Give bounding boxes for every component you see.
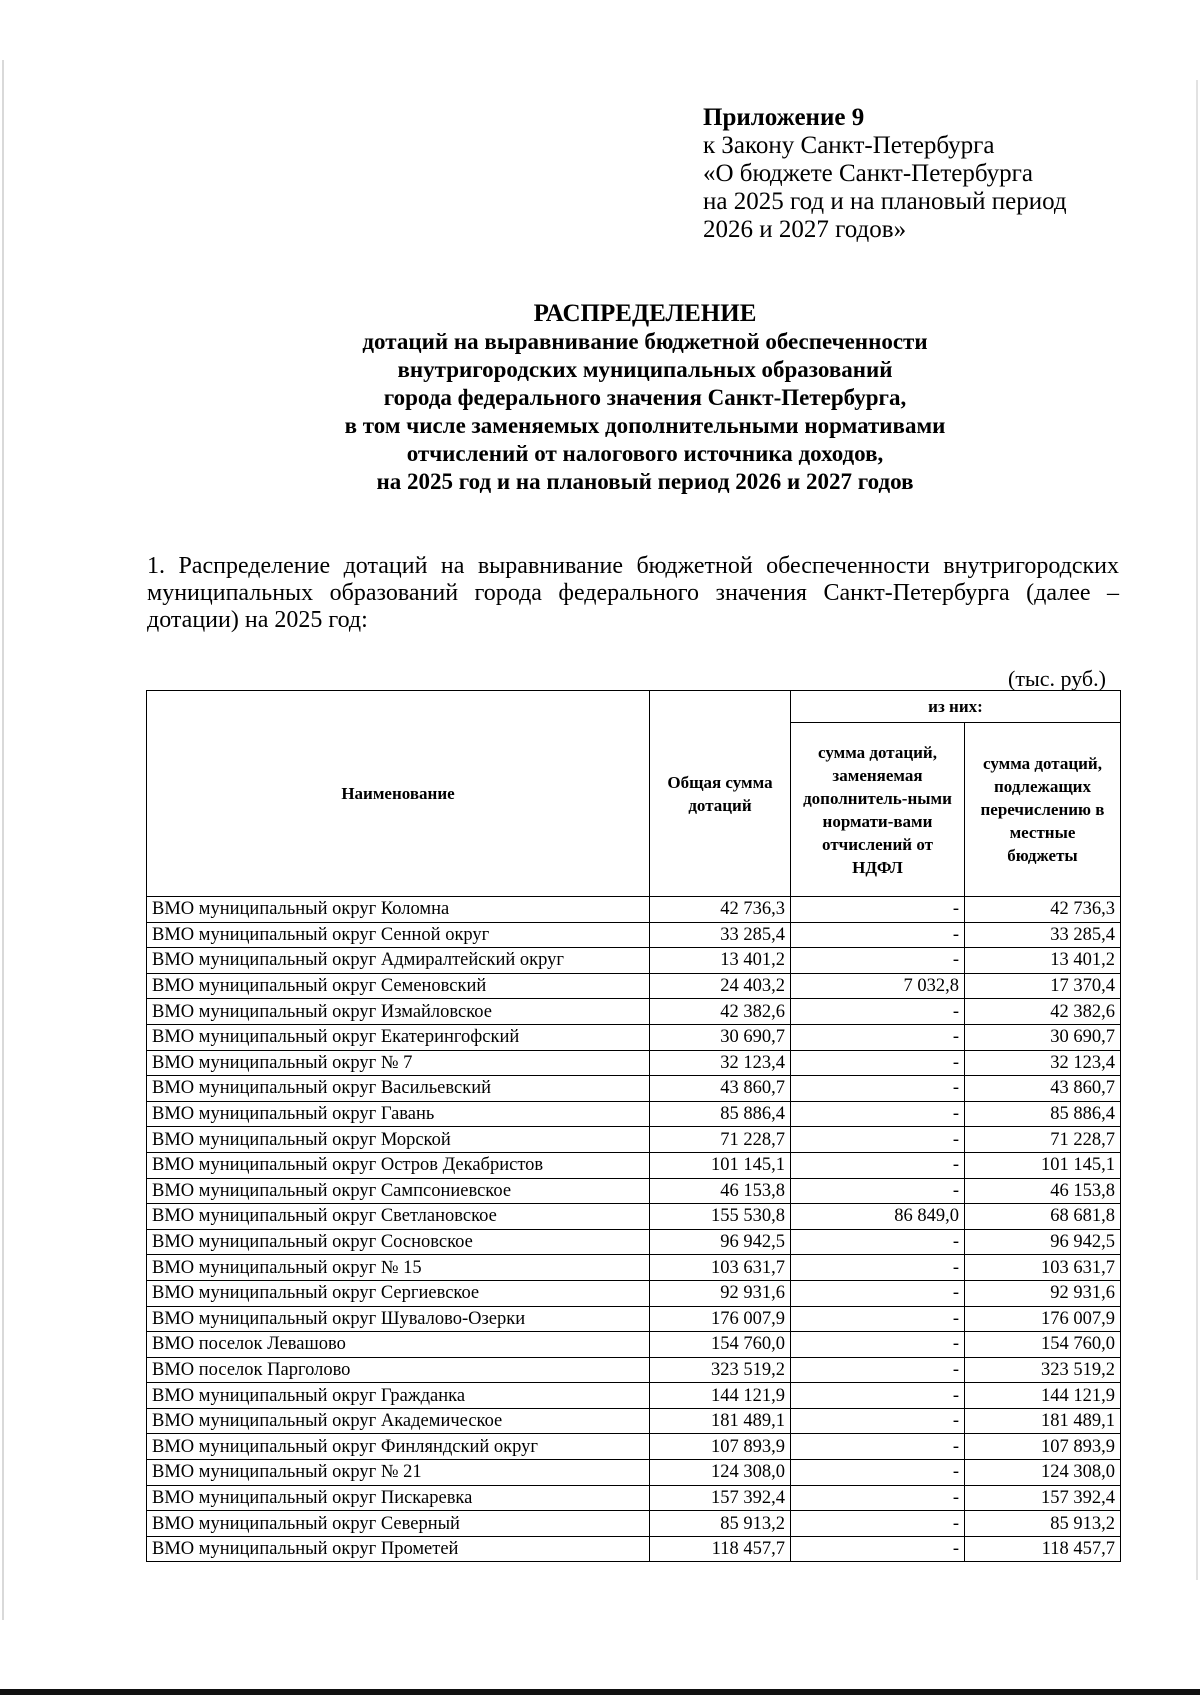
table-row bbox=[147, 1152, 1121, 1178]
row-name-cell: ВМО муниципальный округ Сампсониевское bbox=[147, 1178, 650, 1204]
table-row bbox=[147, 1460, 1121, 1486]
row-total-cell: 85 886,4 bbox=[650, 1101, 791, 1127]
row-replaced-cell: - bbox=[791, 1511, 965, 1537]
row-replaced-cell: - bbox=[791, 1178, 965, 1204]
row-total-cell: 43 860,7 bbox=[650, 1076, 791, 1102]
row-total-cell: 46 153,8 bbox=[650, 1178, 791, 1204]
row-transfer-cell: 30 690,7 bbox=[965, 1024, 1121, 1050]
table-row bbox=[147, 1306, 1121, 1332]
row-total-cell: 33 285,4 bbox=[650, 922, 791, 948]
row-transfer-cell: 103 631,7 bbox=[965, 1255, 1121, 1281]
header-name: Наименование bbox=[147, 691, 650, 897]
row-name-cell: ВМО муниципальный округ Адмиралтейский округ bbox=[147, 948, 650, 974]
row-transfer-cell: 42 736,3 bbox=[965, 897, 1121, 923]
table-row bbox=[147, 1332, 1121, 1358]
row-total-cell: 155 530,8 bbox=[650, 1204, 791, 1230]
title-line: дотаций на выравнивание бюджетной обеспеченности bbox=[362, 329, 928, 354]
row-name-cell: ВМО муниципальный округ Прометей bbox=[147, 1536, 650, 1562]
row-transfer-cell: 46 153,8 bbox=[965, 1178, 1121, 1204]
row-total-cell: 176 007,9 bbox=[650, 1306, 791, 1332]
subsidy-table bbox=[146, 690, 1121, 1562]
row-transfer-cell: 96 942,5 bbox=[965, 1229, 1121, 1255]
row-name-cell: ВМО муниципальный округ Морской bbox=[147, 1127, 650, 1153]
appendix-line: «О бюджете Санкт-Петербурга bbox=[703, 160, 1033, 187]
row-transfer-cell: 85 886,4 bbox=[965, 1101, 1121, 1127]
row-transfer-cell: 181 489,1 bbox=[965, 1408, 1121, 1434]
row-name-cell: ВМО муниципальный округ Северный bbox=[147, 1511, 650, 1537]
row-name-cell: ВМО муниципальный округ Екатерингофский bbox=[147, 1024, 650, 1050]
row-total-cell: 42 736,3 bbox=[650, 897, 791, 923]
table-row bbox=[147, 999, 1121, 1025]
row-name-cell: ВМО муниципальный округ Остров Декабристов bbox=[147, 1152, 650, 1178]
row-name-cell: ВМО муниципальный округ Пискаревка bbox=[147, 1485, 650, 1511]
row-name-cell: ВМО муниципальный округ Коломна bbox=[147, 897, 650, 923]
table-row bbox=[147, 1127, 1121, 1153]
row-transfer-cell: 71 228,7 bbox=[965, 1127, 1121, 1153]
unit-label: (тыс. руб.) bbox=[1008, 666, 1106, 691]
scan-edge-left bbox=[2, 60, 4, 1620]
row-replaced-cell: - bbox=[791, 1434, 965, 1460]
document-title bbox=[0, 300, 1200, 496]
row-name-cell: ВМО муниципальный округ Финляндский округ bbox=[147, 1434, 650, 1460]
row-replaced-cell: - bbox=[791, 922, 965, 948]
row-total-cell: 96 942,5 bbox=[650, 1229, 791, 1255]
row-total-cell: 107 893,9 bbox=[650, 1434, 791, 1460]
row-transfer-cell: 17 370,4 bbox=[965, 973, 1121, 999]
table-row bbox=[147, 1485, 1121, 1511]
row-transfer-cell: 85 913,2 bbox=[965, 1511, 1121, 1537]
row-name-cell: ВМО муниципальный округ № 15 bbox=[147, 1255, 650, 1281]
row-replaced-cell: - bbox=[791, 1127, 965, 1153]
table-row bbox=[147, 1076, 1121, 1102]
row-name-cell: ВМО поселок Левашово bbox=[147, 1332, 650, 1358]
row-name-cell: ВМО муниципальный округ Академическое bbox=[147, 1408, 650, 1434]
row-total-cell: 71 228,7 bbox=[650, 1127, 791, 1153]
row-replaced-cell: 86 849,0 bbox=[791, 1204, 965, 1230]
row-name-cell: ВМО муниципальный округ Сосновское bbox=[147, 1229, 650, 1255]
table-row bbox=[147, 897, 1121, 923]
row-total-cell: 13 401,2 bbox=[650, 948, 791, 974]
row-name-cell: ВМО поселок Парголово bbox=[147, 1357, 650, 1383]
row-name-cell: ВМО муниципальный округ Светлановское bbox=[147, 1204, 650, 1230]
row-replaced-cell: - bbox=[791, 1280, 965, 1306]
header-replaced: сумма дотаций, заменяемая дополнитель-ными нормати-вами отчислений от НДФЛ bbox=[791, 723, 965, 897]
row-replaced-cell: - bbox=[791, 1485, 965, 1511]
row-replaced-cell: - bbox=[791, 948, 965, 974]
table-row bbox=[147, 1229, 1121, 1255]
row-total-cell: 154 760,0 bbox=[650, 1332, 791, 1358]
title-line: в том числе заменяемых дополнительными нормативами bbox=[344, 413, 946, 438]
row-replaced-cell: - bbox=[791, 897, 965, 923]
row-replaced-cell: - bbox=[791, 1024, 965, 1050]
row-transfer-cell: 43 860,7 bbox=[965, 1076, 1121, 1102]
row-replaced-cell: - bbox=[791, 1306, 965, 1332]
row-replaced-cell: - bbox=[791, 1229, 965, 1255]
row-total-cell: 157 392,4 bbox=[650, 1485, 791, 1511]
row-transfer-cell: 157 392,4 bbox=[965, 1485, 1121, 1511]
header-transfer: сумма дотаций, подлежащих перечислению в местные бюджеты bbox=[965, 723, 1121, 897]
row-transfer-cell: 32 123,4 bbox=[965, 1050, 1121, 1076]
title-line: города федерального значения Санкт-Петербурга, bbox=[383, 385, 907, 410]
row-name-cell: ВМО муниципальный округ № 7 bbox=[147, 1050, 650, 1076]
row-name-cell: ВМО муниципальный округ Шувалово-Озерки bbox=[147, 1306, 650, 1332]
table-row bbox=[147, 948, 1121, 974]
row-total-cell: 42 382,6 bbox=[650, 999, 791, 1025]
row-name-cell: ВМО муниципальный округ № 21 bbox=[147, 1460, 650, 1486]
row-transfer-cell: 68 681,8 bbox=[965, 1204, 1121, 1230]
table-row bbox=[147, 1101, 1121, 1127]
row-transfer-cell: 33 285,4 bbox=[965, 922, 1121, 948]
row-transfer-cell: 144 121,9 bbox=[965, 1383, 1121, 1409]
row-name-cell: ВМО муниципальный округ Сергиевское bbox=[147, 1280, 650, 1306]
row-replaced-cell: - bbox=[791, 1408, 965, 1434]
row-name-cell: ВМО муниципальный округ Васильевский bbox=[147, 1076, 650, 1102]
row-replaced-cell: - bbox=[791, 1152, 965, 1178]
row-replaced-cell: 7 032,8 bbox=[791, 973, 965, 999]
row-total-cell: 124 308,0 bbox=[650, 1460, 791, 1486]
table-row bbox=[147, 1050, 1121, 1076]
row-total-cell: 85 913,2 bbox=[650, 1511, 791, 1537]
row-total-cell: 24 403,2 bbox=[650, 973, 791, 999]
appendix-line: к Закону Санкт-Петербурга bbox=[703, 132, 995, 159]
title-line: на 2025 год и на плановый период 2026 и 2027 годов bbox=[376, 469, 914, 494]
table-row bbox=[147, 1511, 1121, 1537]
row-transfer-cell: 107 893,9 bbox=[965, 1434, 1121, 1460]
table-row bbox=[147, 1024, 1121, 1050]
row-replaced-cell: - bbox=[791, 1076, 965, 1102]
row-total-cell: 103 631,7 bbox=[650, 1255, 791, 1281]
row-total-cell: 181 489,1 bbox=[650, 1408, 791, 1434]
title-main: РАСПРЕДЕЛЕНИЕ bbox=[533, 300, 757, 327]
table-row bbox=[147, 1357, 1121, 1383]
row-name-cell: ВМО муниципальный округ Сенной округ bbox=[147, 922, 650, 948]
row-total-cell: 144 121,9 bbox=[650, 1383, 791, 1409]
row-transfer-cell: 42 382,6 bbox=[965, 999, 1121, 1025]
row-total-cell: 30 690,7 bbox=[650, 1024, 791, 1050]
row-transfer-cell: 118 457,7 bbox=[965, 1536, 1121, 1562]
table-row bbox=[147, 973, 1121, 999]
table-row bbox=[147, 1408, 1121, 1434]
table-row bbox=[147, 1383, 1121, 1409]
table-row bbox=[147, 1204, 1121, 1230]
row-transfer-cell: 176 007,9 bbox=[965, 1306, 1121, 1332]
header-total: Общая сумма дотаций bbox=[650, 691, 791, 897]
row-transfer-cell: 323 519,2 bbox=[965, 1357, 1121, 1383]
row-name-cell: ВМО муниципальный округ Измайловское bbox=[147, 999, 650, 1025]
row-replaced-cell: - bbox=[791, 1460, 965, 1486]
row-transfer-cell: 101 145,1 bbox=[965, 1152, 1121, 1178]
row-total-cell: 101 145,1 bbox=[650, 1152, 791, 1178]
scan-edge-bottom bbox=[0, 1689, 1200, 1695]
table-row bbox=[147, 922, 1121, 948]
table-row bbox=[147, 1178, 1121, 1204]
row-replaced-cell: - bbox=[791, 1255, 965, 1281]
title-line: отчислений от налогового источника доходов, bbox=[406, 441, 884, 466]
row-name-cell: ВМО муниципальный округ Гражданка bbox=[147, 1383, 650, 1409]
appendix-heading: Приложение 9 bbox=[703, 104, 865, 131]
row-transfer-cell: 124 308,0 bbox=[965, 1460, 1121, 1486]
row-replaced-cell: - bbox=[791, 1101, 965, 1127]
appendix-block bbox=[703, 104, 1067, 244]
row-replaced-cell: - bbox=[791, 999, 965, 1025]
row-transfer-cell: 13 401,2 bbox=[965, 948, 1121, 974]
title-line: внутригородских муниципальных образований bbox=[397, 357, 893, 382]
row-replaced-cell: - bbox=[791, 1383, 965, 1409]
row-total-cell: 32 123,4 bbox=[650, 1050, 791, 1076]
row-transfer-cell: 154 760,0 bbox=[965, 1332, 1121, 1358]
intro-paragraph: 1. Распределение дотаций на выравнивание бюджетной обеспеченности внутригородских муниципальных образований города федерального значения Санкт-Петербурга (далее – дотации) на 2025 год: bbox=[147, 553, 1119, 633]
table-body bbox=[147, 897, 1121, 1562]
appendix-line: на 2025 год и на плановый период bbox=[703, 188, 1067, 215]
table-row bbox=[147, 1255, 1121, 1281]
header-of-which: из них: bbox=[791, 691, 1121, 723]
row-name-cell: ВМО муниципальный округ Гавань bbox=[147, 1101, 650, 1127]
row-replaced-cell: - bbox=[791, 1357, 965, 1383]
table-row bbox=[147, 1536, 1121, 1562]
table-row bbox=[147, 1280, 1121, 1306]
row-transfer-cell: 92 931,6 bbox=[965, 1280, 1121, 1306]
table-row bbox=[147, 1434, 1121, 1460]
row-total-cell: 92 931,6 bbox=[650, 1280, 791, 1306]
row-replaced-cell: - bbox=[791, 1050, 965, 1076]
row-replaced-cell: - bbox=[791, 1536, 965, 1562]
row-name-cell: ВМО муниципальный округ Семеновский bbox=[147, 973, 650, 999]
appendix-line: 2026 и 2027 годов» bbox=[703, 216, 907, 243]
row-replaced-cell: - bbox=[791, 1332, 965, 1358]
row-total-cell: 118 457,7 bbox=[650, 1536, 791, 1562]
row-total-cell: 323 519,2 bbox=[650, 1357, 791, 1383]
